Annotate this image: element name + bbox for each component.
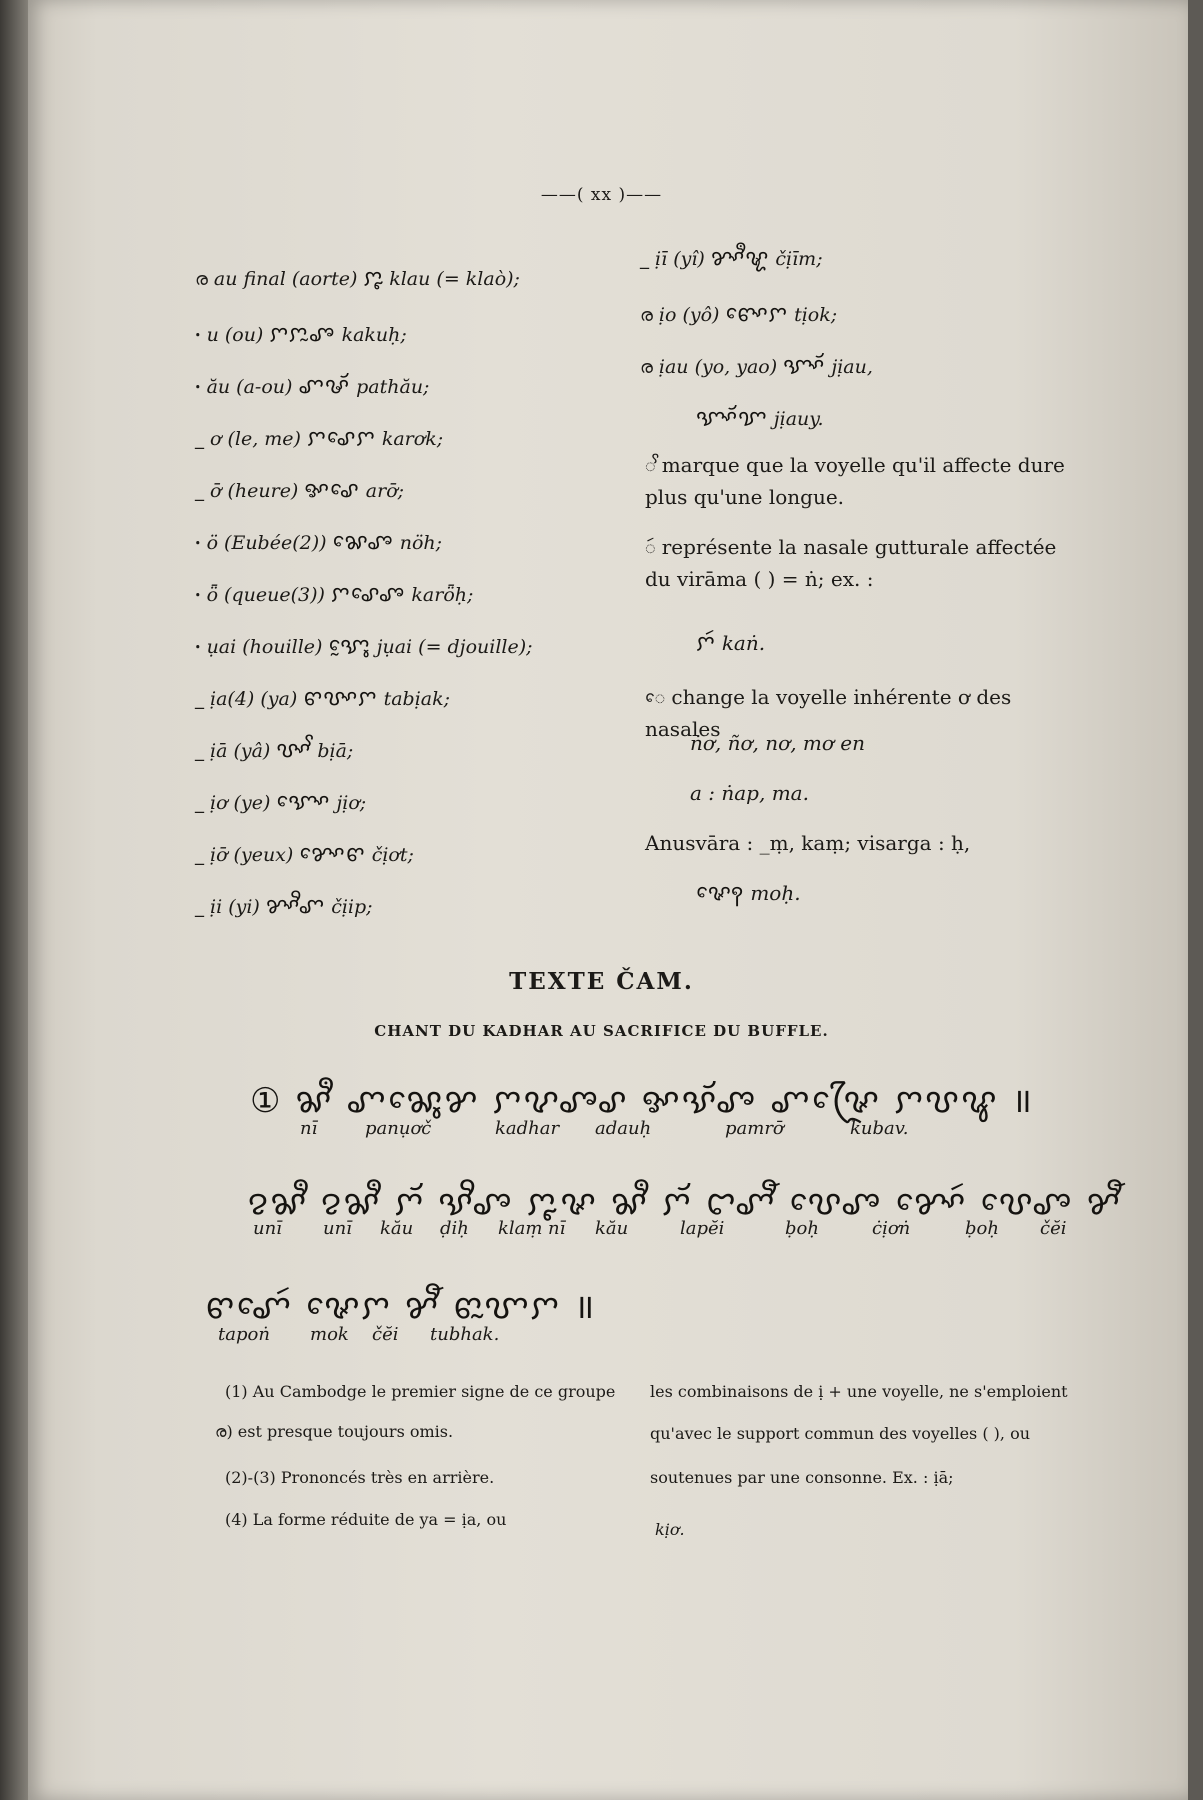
cham-sign: ꞏ	[195, 637, 201, 658]
cham-sign: ꞏ	[195, 585, 201, 606]
cham-glyph: ꨚꨔꨮ	[298, 374, 351, 399]
footnote-4-cont: kịơ.	[655, 1520, 685, 1539]
gloss-word: nī	[548, 1218, 566, 1239]
left-entry	[195, 368, 429, 401]
entry-label: ịa(4) (ya)	[210, 688, 298, 710]
para-text: change la voyelle inhérente ơ des nasales	[645, 685, 1012, 741]
entry-label: ịơ̄ (yeux)	[210, 844, 294, 866]
cham-sign: _	[195, 689, 204, 710]
gloss-word: unī	[323, 1218, 352, 1239]
entry-transliteration: pathău;	[356, 376, 430, 398]
cham-sign: ര	[195, 269, 208, 290]
cham-sign: ര	[640, 305, 653, 326]
nasal-sign: ꩃ	[645, 538, 656, 559]
cham-glyph: ꨆꨣꨯꨆ	[306, 426, 376, 451]
para-text: ṅơ, ñơ, nơ, mơ en	[690, 731, 865, 755]
footnote-4-cont: qu'avec le support commun des voyelles ( ), ou	[650, 1424, 1031, 1443]
gloss-word: ḅoḥ	[965, 1218, 999, 1239]
right-para-kan	[690, 628, 765, 659]
right-para-nasals	[690, 728, 865, 758]
entry-label: ịā (yâ)	[210, 740, 271, 762]
left-entry	[195, 316, 407, 349]
gloss-word: ḍiḥ	[440, 1218, 469, 1239]
left-entry	[195, 732, 353, 765]
gloss-word: čĕi	[1040, 1218, 1067, 1239]
para-text: marque que la voyelle qu'il affecte dure plus qu'une longue.	[645, 453, 1065, 509]
cham-glyph: ꨎꨳꨮꨢ	[696, 406, 768, 431]
cham-sign: _	[195, 793, 204, 814]
cham-sign: ര	[640, 357, 653, 378]
entry-transliteration: klau (= klaò);	[389, 268, 520, 290]
cham-glyph: ꨗꨯꨨ	[332, 530, 394, 555]
footnote-2-3: (2)-(3) Prononcés très en arrière.	[225, 1468, 495, 1487]
entry-label: ịi (yi)	[210, 896, 260, 918]
cham-glyph: ꨀꨣꨯ	[304, 478, 360, 503]
entry-transliteration: jụai (= djouille);	[376, 636, 533, 658]
gloss-word: nī	[300, 1118, 318, 1139]
gloss-word: klaṃ	[498, 1218, 543, 1239]
entry-transliteration: nöh;	[399, 532, 443, 554]
para-text: Anusvāra : _ṃ, kaṃ; visarga : ḥ,	[645, 831, 971, 855]
cham-glyph: ꨟꨯꩍ	[696, 881, 745, 906]
cham-sign: _	[195, 481, 204, 502]
cham-sign: ꞏ	[195, 325, 201, 346]
footnote-4-cont: soutenues par une consonne. Ex. : ịā;	[650, 1468, 954, 1487]
cham-sign: _	[195, 741, 204, 762]
book-spine	[0, 0, 30, 1800]
left-entry	[195, 472, 404, 505]
cham-glyph: ꨎꨶꨰ	[328, 634, 371, 659]
entry-label: ơ̄ (heure)	[210, 480, 299, 502]
entry-transliteration: karơk;	[381, 428, 444, 450]
left-entry	[195, 576, 473, 609]
gloss-word: kubav.	[850, 1118, 909, 1139]
cham-glyph: ꨎꨳꨯ	[276, 790, 331, 815]
cham-glyph: ꨝꨳꨩ	[276, 738, 312, 763]
cham-sign: ꞏ	[195, 377, 201, 398]
left-entry	[195, 420, 443, 453]
vowel-change-sign: ꨯ	[645, 688, 666, 709]
entry-label: ơ (le, me)	[210, 428, 301, 450]
cham-text-line-1: ① ꨗꨫ ꨚꨗꨶꨯꨌ ꨆꨖꨨꨣ ꨀꨕꨮꨨ ꨚꨟꨴꨯ ꨆꨝꨥ ॥	[250, 1081, 1034, 1121]
right-para-nasal	[645, 532, 1075, 594]
gloss-word: pamrơ̄	[725, 1118, 784, 1139]
entry-label: ịī (yî)	[655, 248, 705, 270]
cham-glyph: ꨆꩃ	[696, 631, 716, 656]
gloss-word: kău	[595, 1218, 629, 1239]
cham-glyph: ꨓꨝꨳꨆ	[303, 686, 378, 711]
para-text: représente la nasale gutturale affectée du virāma ( ) = ṅ; ex. :	[645, 535, 1057, 591]
right-entry	[690, 400, 824, 433]
entry-label: u (ou)	[206, 324, 264, 346]
right-para-a	[690, 778, 809, 808]
entry-label: ău (a-ou)	[206, 376, 293, 398]
entry-transliteration: čịip;	[331, 896, 373, 918]
cham-glyph: ꨌꨳꨪꨚ	[265, 894, 326, 919]
entry-label: ụai (houille)	[206, 636, 323, 658]
left-entry	[195, 260, 520, 293]
gloss-word: lapĕi	[680, 1218, 725, 1239]
entry-transliteration: jịauy.	[773, 408, 824, 430]
gloss-word: panụơč	[365, 1118, 432, 1139]
section-title: TEXTE ČAM.	[509, 968, 694, 995]
cham-sign: _	[195, 897, 204, 918]
right-para-long-mark	[645, 450, 1075, 512]
cham-sign: _	[640, 249, 649, 270]
left-entry	[195, 628, 533, 661]
entry-label: ịo (yô)	[658, 304, 720, 326]
gloss-word: čĕi	[372, 1324, 399, 1345]
para-text: a : ṅap, ma.	[690, 781, 809, 805]
left-entry	[195, 888, 373, 921]
entry-transliteration: tabịak;	[383, 688, 451, 710]
gloss-word: tubhak.	[430, 1324, 500, 1345]
entry-label: ịau (yo, yao)	[658, 356, 778, 378]
footnote-4: (4) La forme réduite de ya = ịa, ou	[225, 1510, 507, 1529]
gloss-word: kău	[380, 1218, 414, 1239]
section-subtitle: CHANT DU KADHAR AU SACRIFICE DU BUFFLE.	[374, 1022, 829, 1040]
entry-transliteration: kakuḥ;	[341, 324, 407, 346]
gloss-word: adauḥ	[595, 1118, 652, 1139]
right-entry	[640, 240, 823, 273]
entry-transliteration: karȫḥ;	[411, 584, 474, 606]
entry-label: au final (aorte)	[213, 268, 358, 290]
left-entry	[195, 524, 442, 557]
entry-transliteration: tịok;	[794, 304, 838, 326]
gloss-word: ċịơṅ	[872, 1218, 911, 1239]
footnote-4-cont: les combinaisons de ị + une voyelle, ne s'emploient	[650, 1382, 1068, 1401]
entry-transliteration: bịā;	[317, 740, 354, 762]
cham-text-line-3: ꨓꨚꨯꩃ ꨟꨯꨆ ꨌꨬ ꨓꨭꨞꨆ ॥	[205, 1287, 597, 1327]
gloss-word: kadhar	[495, 1118, 560, 1139]
para-text: moḥ.	[750, 881, 801, 905]
entry-transliteration: jịau,	[831, 356, 873, 378]
footnote-1-cont: ര) est presque toujours omis.	[215, 1422, 454, 1441]
gloss-word: tapoṅ	[218, 1324, 270, 1345]
right-para-moh	[690, 878, 801, 909]
left-entry	[195, 680, 450, 713]
cham-sign: _	[195, 845, 204, 866]
gloss-word: mok	[310, 1324, 349, 1345]
cham-glyph: ꨌꨳꨫꨠ	[710, 246, 770, 271]
right-entry	[640, 296, 837, 329]
long-vowel-sign: ꨩ	[645, 456, 656, 477]
entry-transliteration: arơ̄;	[365, 480, 405, 502]
gloss-word: ḅoḥ	[785, 1218, 819, 1239]
footnote-1: (1) Au Cambodge le premier signe de ce groupe	[225, 1382, 616, 1401]
left-entry	[195, 784, 366, 817]
cham-glyph: ꨆꨆꨭꨨ	[269, 322, 336, 347]
cham-glyph: ꨎꨳꨮ	[783, 354, 826, 379]
entry-label: ö (Eubée(2))	[206, 532, 327, 554]
entry-label: ȫ (queue(3))	[206, 584, 325, 606]
gloss-word: unī	[253, 1218, 282, 1239]
para-text: kaṅ.	[721, 631, 766, 655]
entry-label: ịơ (ye)	[210, 792, 271, 814]
cham-sign: _	[195, 429, 204, 450]
right-para-anusvara	[645, 828, 970, 858]
right-entry	[640, 348, 873, 381]
entry-transliteration: čịơt;	[371, 844, 414, 866]
cham-glyph: ꨆꨣꨯꨨ	[330, 582, 406, 607]
cham-glyph: ꨓꨳꨯꨆ	[725, 302, 789, 327]
cham-text-line-2: ꨂꨗꨫ ꨂꨗꨫ ꨆꨮ ꨕꨪꨨ ꨆꨵꨟ ꨗꨫ ꨆꨮ ꨤꨚꨬ ꨝꨯꨨ ꨌꨳꨯꩃ ꨝꨯꨨ ꨌꨬ	[248, 1183, 1122, 1223]
cham-glyph: ꨆꨵ	[363, 266, 384, 291]
page-header: ——( xx )——	[540, 185, 663, 205]
left-entry	[195, 836, 414, 869]
cham-sign: ꞏ	[195, 533, 201, 554]
entry-transliteration: jịơ;	[336, 792, 367, 814]
cham-glyph: ꨌꨳꨯꨓ	[299, 842, 366, 867]
entry-transliteration: čịīm;	[775, 248, 823, 270]
